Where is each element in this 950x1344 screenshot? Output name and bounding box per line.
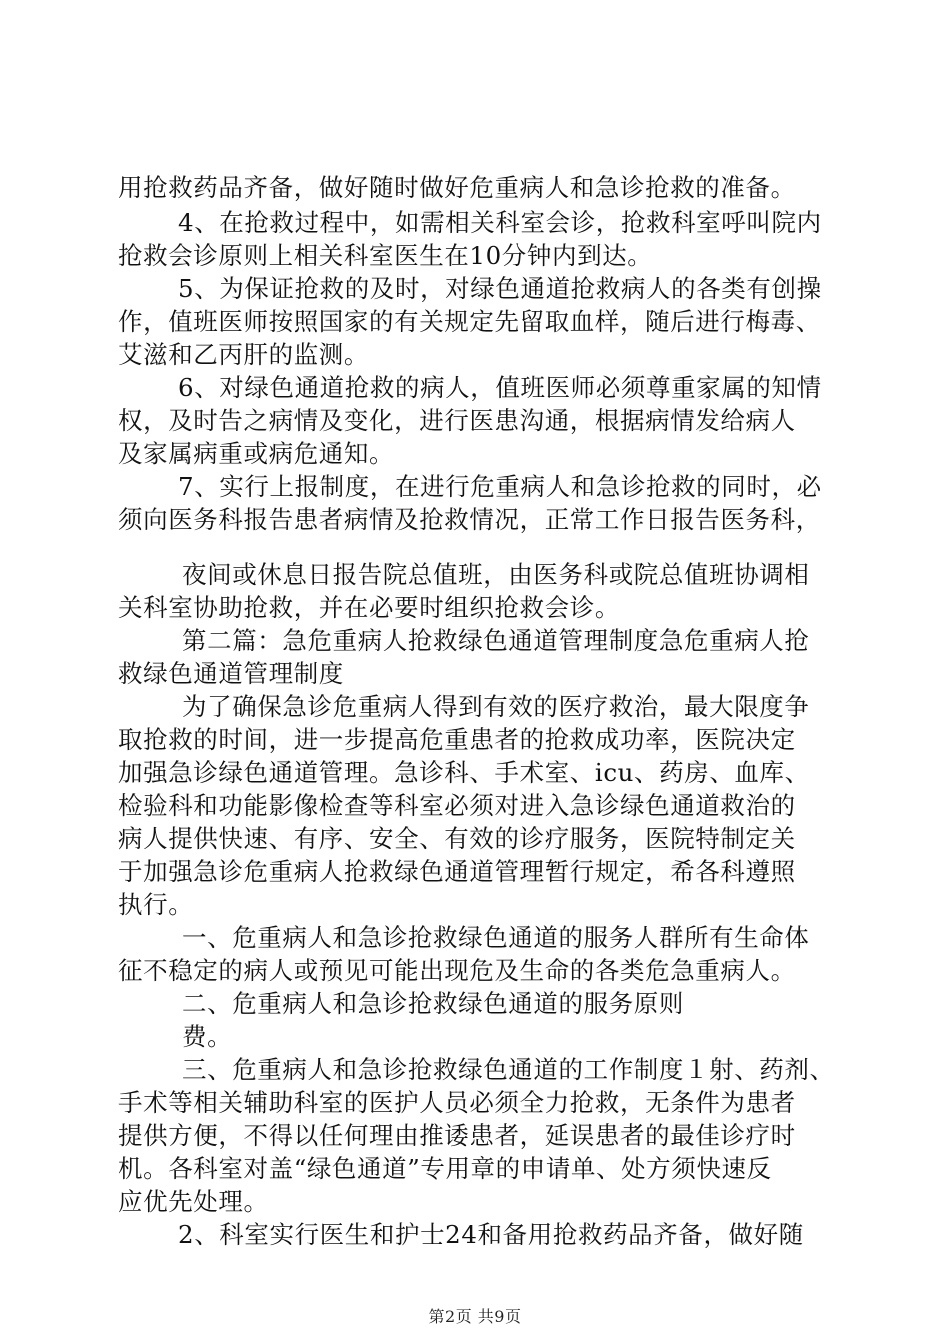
text-line: 征不稳定的病人或预见可能出现危及生命的各类危急重病人。 [118, 956, 796, 985]
text-line: 7、实行上报制度，在进行危重病人和急诊抢救的同时，必 [178, 472, 822, 501]
text-line: 关科室协助抢救，并在必要时组织抢救会诊。 [118, 593, 620, 622]
text-line: 夜间或休息日报告院总值班，由医务科或院总值班协调相 [182, 560, 810, 589]
text-line: 一、危重病人和急诊抢救绿色通道的服务人群所有生命体 [182, 923, 810, 952]
text-line: 作，值班医师按照国家的有关规定先留取血样，随后进行梅毒、 [118, 307, 821, 336]
text-line: 执行。 [118, 890, 194, 919]
text-line: 机。各科室对盖“绿色通道”专用章的申请单、处方须快速反 [118, 1154, 772, 1183]
text-line: 应优先处理。 [118, 1187, 269, 1216]
text-line: 三、危重病人和急诊抢救绿色通道的工作制度１射、药剂、 [182, 1055, 835, 1084]
text-line: 为了确保急诊危重病人得到有效的医疗救治，最大限度争 [182, 692, 810, 721]
text-line: 2、科室实行医生和护士24和备用抢救药品齐备，做好随 [178, 1220, 804, 1249]
text-line: 检验科和功能影像检查等科室必须对进入急诊绿色通道救治的 [118, 791, 796, 820]
page-number-footer: 第2页 共9页 [428, 1307, 522, 1326]
text-line: 6、对绿色通道抢救的病人，值班医师必须尊重家属的知情 [178, 373, 822, 402]
text-line: 权，及时告之病情及变化，进行医患沟通，根据病情发给病人 [118, 406, 796, 435]
text-line: 取抢救的时间，进一步提高危重患者的抢救成功率，医院决定 [118, 725, 796, 754]
text-line: 手术等相关辅助科室的医护人员必须全力抢救，无条件为患者 [118, 1088, 796, 1117]
text-line: 于加强急诊危重病人抢救绿色通道管理暂行规定，希各科遵照 [118, 857, 796, 886]
text-line: 加强急诊绿色通道管理。急诊科、手术室、icu、药房、血库、 [118, 758, 810, 787]
section-heading: 第二篇：急危重病人抢救绿色通道管理制度急危重病人抢 [182, 626, 810, 655]
text-line: 4、在抢救过程中，如需相关科室会诊，抢救科室呼叫院内 [178, 208, 822, 237]
text-line: 病人提供快速、有序、安全、有效的诊疗服务，医院特制定关 [118, 824, 796, 853]
text-line: 5、为保证抢救的及时，对绿色通道抢救病人的各类有创操 [178, 274, 822, 303]
text-line: 须向医务科报告患者病情及抢救情况，正常工作日报告医务科， [118, 505, 821, 534]
text-line: 抢救会诊原则上相关科室医生在10分钟内到达。 [118, 241, 653, 270]
text-line: 用抢救药品齐备，做好随时做好危重病人和急诊抢救的准备。 [118, 173, 796, 202]
text-line: 提供方便，不得以任何理由推诿患者，延误患者的最佳诊疗时 [118, 1121, 796, 1150]
text-line: 费。 [182, 1022, 233, 1051]
text-line: 艾滋和乙丙肝的监测。 [118, 340, 369, 369]
text-line: 二、危重病人和急诊抢救绿色通道的服务原则 [182, 989, 684, 1018]
section-heading: 救绿色通道管理制度 [118, 659, 344, 688]
text-line: 及家属病重或病危通知。 [118, 439, 395, 468]
